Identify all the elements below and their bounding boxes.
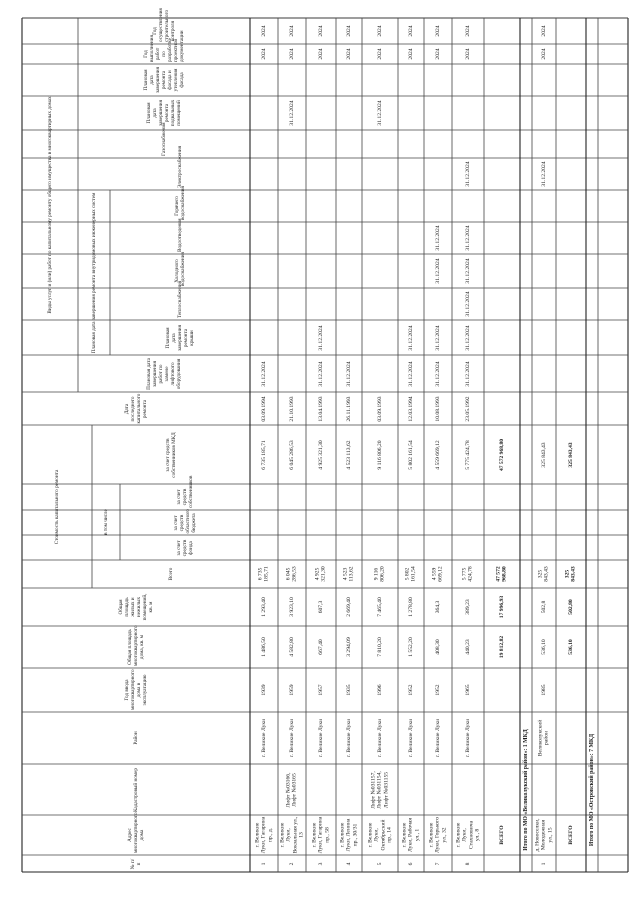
col-header-cost-owners: за счет средств собственников — [176, 475, 194, 508]
col-header-sewer: Водоотведения — [177, 218, 183, 252]
col-header-gas: Газоснабжения — [161, 122, 167, 156]
cell-addr: г. Великие Луки, Гагарина пр., 58 — [311, 816, 331, 854]
cell-n: 7 — [434, 862, 441, 865]
cell2-n: 1 — [540, 862, 547, 865]
cell-last: 12.03.1994 — [407, 395, 414, 422]
cell-control: 2024 — [407, 25, 414, 37]
col-header-last-repair: Дата последнего капитального ремонта — [124, 393, 148, 423]
cell2-design: 2024 — [540, 48, 547, 60]
cell-district: г. Великие Луки — [288, 718, 295, 758]
cell-district: г. Великие Луки — [464, 718, 471, 758]
total2-mkd: 325 843,43 — [567, 441, 574, 468]
cell-total: 6 735 185,71 — [257, 566, 270, 582]
cell-year: 1935 — [345, 684, 352, 696]
cell2-control: 2024 — [540, 25, 547, 37]
cell-living: 607,3 — [317, 600, 324, 614]
cell-addr: г. Великие Луки, Октябрьский пр., 14 — [367, 819, 393, 851]
cell2-year: 1985 — [540, 684, 547, 696]
col-header-control: Год осуществления строительного контроля — [152, 8, 176, 42]
cell-design: 2024 — [260, 48, 267, 60]
cell-year: 1996 — [376, 684, 383, 696]
cell-year: 1939 — [260, 684, 267, 696]
cell-last: 23.05.1992 — [464, 395, 471, 422]
cell-control: 2024 — [464, 25, 471, 37]
cell-last: 03.09.1993 — [376, 395, 383, 422]
cell-roof: 31.12.2024 — [434, 324, 441, 351]
total-area: 19 812,82 — [498, 635, 505, 659]
cell-elev: 31.12.2024 — [260, 360, 267, 387]
cell2-mkd: 325 843,43 — [540, 441, 547, 468]
cell-district: г. Великие Луки — [345, 718, 352, 758]
cell-roof: 31.12.2024 — [407, 324, 414, 351]
col-header-num: № п/п — [130, 858, 142, 869]
col-header-living-area: Общая площадь жилых и нежилых помещений, кв. м — [118, 593, 154, 621]
cell-total: 4 559 669,12 — [431, 566, 444, 582]
cell-district: г. Великие Луки — [434, 718, 441, 758]
cell-control: 2024 — [434, 25, 441, 37]
cell-roof: 31.12.2024 — [317, 324, 324, 351]
cell-n: 3 — [317, 862, 324, 865]
col-header-works-group: Виды услуг и (или) работ по капитальному ремонту общего имущества в многоквартирных домах — [47, 96, 53, 314]
col-header-systems-group: Плановая дата завершения ремонта внутридомовых инженерных систем — [91, 192, 97, 353]
cell-last: 13.04.1993 — [317, 395, 324, 422]
cell-heat: 31.12.2024 — [464, 291, 471, 317]
cell-year: 1959 — [288, 684, 295, 696]
total-mkd: 47 572 968,80 — [498, 438, 505, 471]
cell-area: 1 486,50 — [260, 637, 267, 657]
col-header-basement: Плановая дата завершения ремонта подвальных помещений — [146, 99, 182, 127]
cell-mkd: 9 116 806,20 — [376, 439, 383, 470]
cell-n: 5 — [376, 862, 383, 865]
cell-total: 5 802 161,54 — [404, 566, 417, 582]
cell-mkd: 6 735 185,71 — [260, 439, 267, 470]
cell-living: 2 669,40 — [345, 597, 352, 617]
cell-mkd: 4 559 669,12 — [434, 439, 441, 470]
total2-area: 536,10 — [567, 639, 574, 655]
cell-mkd: 4 523 113,62 — [345, 439, 352, 470]
cell-area: 4 582,80 — [288, 637, 295, 657]
cell2-living: 502,8 — [540, 600, 547, 614]
cell-year: 1957 — [317, 684, 324, 696]
cell-addr: г. Великие Луки, Рабочая ул., 1 — [401, 818, 421, 852]
cell2-total: 325 843,43 — [537, 566, 550, 582]
total-living: 17 996,93 — [498, 595, 505, 619]
cell-addr: г. Великие Луки, Ленина пр., 30/31 — [339, 818, 359, 852]
cell-n: 8 — [464, 862, 471, 865]
cell-living: 389,23 — [464, 599, 471, 615]
cell-area: 408,30 — [434, 639, 441, 655]
cell-area: 3 294,09 — [345, 637, 352, 657]
col-header-cost-region: за счет средств областного бюджета — [173, 508, 197, 533]
cell-living: 364,3 — [434, 600, 441, 614]
col-header-cold: Холодного водоснабжения — [174, 252, 186, 286]
cell-cold: 31.12.2024 — [464, 258, 471, 284]
cell-last: 26.11.1993 — [345, 396, 352, 421]
cell2-district: Великолукский район — [537, 719, 550, 757]
cell-control: 2024 — [376, 25, 383, 37]
cell-total: 4 523 113,62 — [342, 566, 355, 582]
col-header-power: Электроснабжения — [177, 146, 183, 188]
cell-elev: 31.12.2024 — [434, 360, 441, 387]
col-header-cadastral: Кадастровый номер — [133, 767, 139, 812]
cell-elev: 31.12.2024 — [464, 360, 471, 387]
cell-district: г. Великие Луки — [317, 718, 324, 758]
cell-year: 1952 — [407, 684, 414, 696]
total2-living: 502,80 — [567, 599, 574, 615]
cell-cold: 31.12.2024 — [434, 258, 441, 284]
col-header-address: Адрес многоквартирного дома — [127, 812, 145, 853]
cell-sewer: 31.12.2024 — [464, 225, 471, 251]
cell-design: 2024 — [317, 48, 324, 60]
col-header-year: Год ввода многоквартирного дома в эксплуатацию — [124, 669, 148, 710]
col-header-district: Район — [133, 731, 139, 745]
cell2-addr: д. Новоселки, Молодежная ул., 15 — [534, 818, 554, 852]
cell-design: 2024 — [434, 48, 441, 60]
cell-district: г. Великие Луки — [260, 718, 267, 758]
cell-elev: 31.12.2024 — [317, 360, 324, 387]
cell-control: 2024 — [345, 25, 352, 37]
cell-mkd: 6 045 286,53 — [288, 439, 295, 470]
col-header-hot: Горячего водоснабжения — [174, 186, 186, 220]
cell-year: 1965 — [464, 684, 471, 696]
cell-design: 2024 — [407, 48, 414, 60]
col-header-cost-total: Всего — [168, 567, 174, 581]
cell-district: г. Великие Луки — [376, 718, 383, 758]
cell-last: 03.09.1994 — [260, 395, 267, 422]
cell-mkd: 4 925 321,30 — [317, 439, 324, 470]
col-header-cost-group: Стоимость капитального ремонта — [54, 469, 60, 544]
cell-living: 1 278,80 — [407, 597, 414, 617]
cell-district: г. Великие Луки — [407, 718, 414, 758]
cell-addr: г. Великие Луки, Вокзальная ул., 13 — [279, 816, 305, 854]
cell-area: 7 810,20 — [376, 637, 383, 657]
cell-total: 6 045 286,53 — [285, 566, 298, 582]
cell-year: 1952 — [434, 684, 441, 696]
cell-last: 21.10.1993 — [288, 395, 295, 422]
total2-label: ВСЕГО — [567, 825, 574, 845]
cell-power: 31.12.2024 — [464, 161, 471, 187]
cell-total: 5 775 424,78 — [461, 566, 474, 582]
cell2-area: 536,10 — [540, 639, 547, 655]
cell-n: 6 — [407, 862, 414, 865]
cell-last: 10.08.1993 — [434, 395, 441, 422]
cell-mkd: 5 802 161,54 — [407, 439, 414, 470]
cell-total: 9 116 806,20 — [373, 566, 386, 582]
cell-elev: 31.12.2024 — [345, 360, 352, 387]
cell-living: 7 465,40 — [376, 597, 383, 617]
cell-area: 1 552,20 — [407, 637, 414, 657]
col-header-design: Год выполнения работ по разработке проектной документации — [143, 30, 185, 62]
col-header-total-area: Общая площадь многоквартирного дома, кв. м — [127, 625, 145, 666]
cell-cad: Лифт №03166, Лифт №03165 — [285, 772, 298, 807]
cell-design: 2024 — [345, 48, 352, 60]
cell-living: 1 293,40 — [260, 597, 267, 617]
cell-mkd: 5 775 424,78 — [464, 439, 471, 470]
col-header-facade: Плановая дата завершения ремонта фасада и утепления фасада — [143, 67, 185, 93]
section-heading-2: Итого по МО «Островский район»: 7 МКД — [589, 733, 595, 847]
cell-base: 31.12.2024 — [376, 100, 383, 126]
cell-roof: 31.12.2024 — [464, 324, 471, 351]
col-header-cost-fond: за счет средств фонда — [176, 539, 194, 556]
cell-addr: г. Великие Луки, Гагарина пр., д. — [254, 816, 274, 854]
cell-n: 4 — [345, 862, 352, 865]
cell-total: 4 925 321,30 — [314, 566, 327, 582]
total-total: 47 572 968,80 — [495, 566, 508, 582]
cell-addr: г. Великие Луки, Горького ул., 32 — [428, 816, 448, 854]
cell-design: 2024 — [376, 48, 383, 60]
col-header-cost-incl: в том числе — [103, 509, 109, 535]
cell-control: 2024 — [260, 25, 267, 37]
cell-living: 3 923,10 — [288, 597, 295, 617]
cell-design: 2024 — [288, 48, 295, 60]
cell-base: 31.12.2024 — [288, 100, 295, 126]
section-heading: Итого по МО «Великолукский район»: 1 МКД — [523, 729, 529, 851]
cell-design: 2024 — [464, 48, 471, 60]
col-header-heat: Теплоснабжения — [177, 280, 183, 318]
col-header-roof: Плановая дата завершения ремонта крыши — [165, 324, 195, 351]
cell-n: 2 — [288, 862, 295, 865]
col-header-cost-mkd: за счет средств собственников МКД — [165, 431, 177, 478]
cell-area: 440,23 — [464, 639, 471, 655]
col-header-elevator: Плановая дата завершения работ по замене лифтового оборудования — [146, 357, 182, 390]
cell-n: 1 — [260, 862, 267, 865]
total2-total: 325 843,43 — [564, 566, 577, 582]
cell-control: 2024 — [288, 25, 295, 37]
cell-area: 667,40 — [317, 639, 324, 655]
cell-cad: Лифт №031157, Лифт №031154, Лифт №031155 — [370, 770, 390, 809]
cell-sewer: 31.12.2024 — [434, 225, 441, 251]
cell-addr: г. Великие Луки, Стахновича ул., 8 — [455, 820, 481, 850]
cell-elev: 31.12.2024 — [407, 360, 414, 387]
total-label: ВСЕГО — [498, 825, 505, 845]
cell-control: 2024 — [317, 25, 324, 37]
cell2-power: 31.12.2024 — [540, 161, 547, 187]
